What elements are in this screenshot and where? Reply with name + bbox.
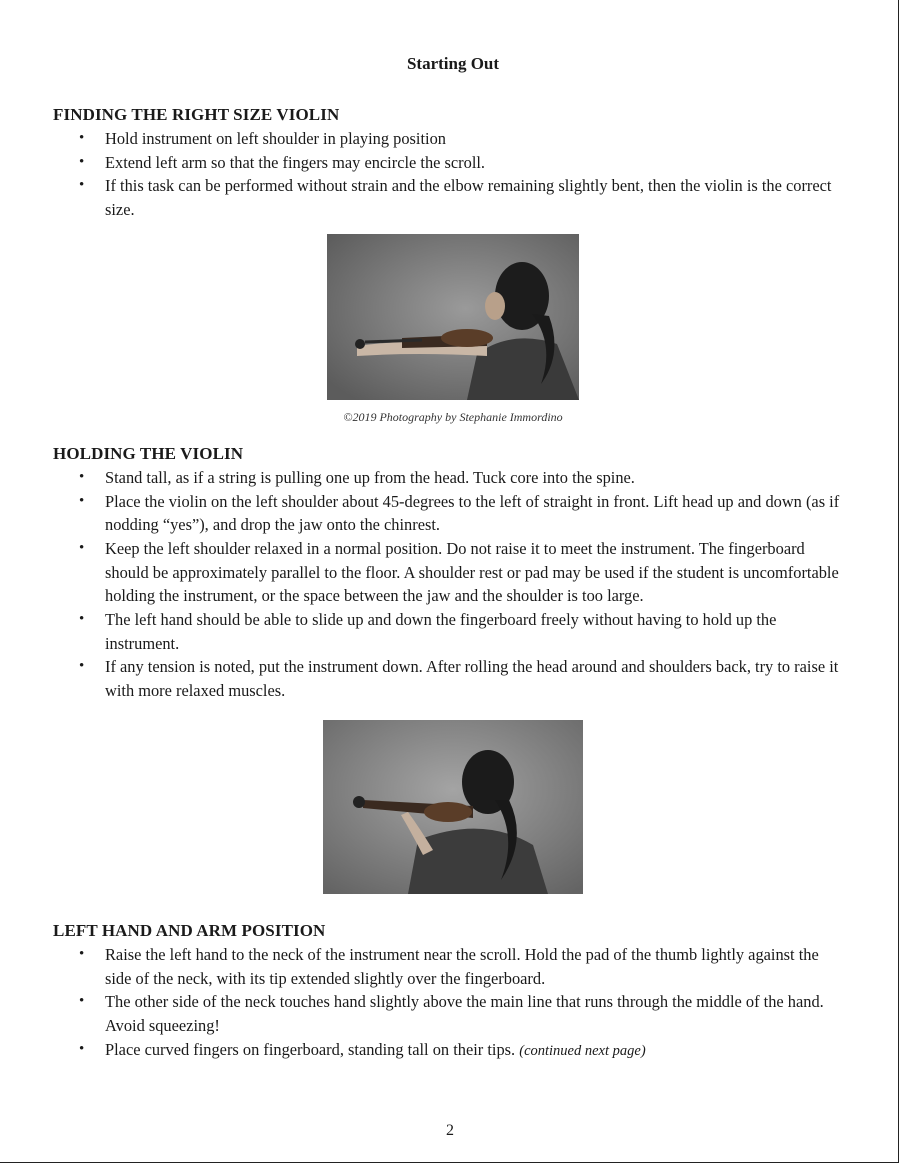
photo-violin-on-shoulder [323,720,583,894]
section-heading: FINDING THE RIGHT SIZE VIOLIN [53,105,340,124]
list-item: • Raise the left hand to the neck of the instrument near the scroll. Hold the pad of the thumb lightly against the side of the neck, with its tip extended slightly over the fingerboard. [105,943,853,990]
photo-violin-extended-arm [327,234,579,400]
list-item: • The other side of the neck touches hand slightly above the main line that runs through the middle of the hand. Avoid squeezing! [105,990,853,1037]
photo-caption: ©2019 Photography by Stephanie Immordino [343,409,563,424]
page-title: Starting Out [406,54,500,73]
section-heading: HOLDING THE VIOLIN [53,443,244,463]
bullet-list [53,127,853,222]
document-page [53,52,853,1063]
photo-2-container [53,720,853,899]
list-item-text: Place curved fingers on fingerboard, standing tall on their tips. [105,1039,516,1059]
list-item: • Extend left arm so that the fingers may encircle the scroll. [105,151,853,175]
list-item: • Hold instrument on left shoulder in playing position [105,127,853,151]
section-right-size [53,103,853,222]
section-heading: LEFT HAND AND ARM POSITION [53,920,326,940]
list-item: • Keep the left shoulder relaxed in a normal position. Do not raise it to meet the instrument. The fingerboard should be approximately parallel to the floor. A shoulder rest or pad may be used if the student is uncomfortable holding the instrument, or the space between the jaw and the shoulder is too large. [105,537,853,608]
bullet-list [53,943,853,1064]
list-item: • If this task can be performed without strain and the elbow remaining slightly bent, then the violin is the correct size. [105,174,853,221]
list-item: • If any tension is noted, put the instrument down. After rolling the head around and shoulders back, try to raise it with more relaxed muscles. [105,655,853,702]
list-item: • Place the violin on the left shoulder about 45-degrees to the left of straight in front. Lift head up and down (as if nodding “yes”), and drop the jaw onto the chinrest. [105,490,853,537]
section-holding [53,442,853,703]
list-item: • Stand tall, as if a string is pulling one up from the head. Tuck core into the spine. [105,466,853,490]
photo-1-container [53,234,853,425]
section-left-hand [53,919,853,1064]
continued-note: (continued next page) [519,1042,646,1059]
bullet-list [53,466,853,703]
list-item [105,1038,853,1064]
list-item: • The left hand should be able to slide up and down the fingerboard freely without having to hold up the instrument. [105,608,853,655]
page-number: 2 [446,1122,454,1139]
